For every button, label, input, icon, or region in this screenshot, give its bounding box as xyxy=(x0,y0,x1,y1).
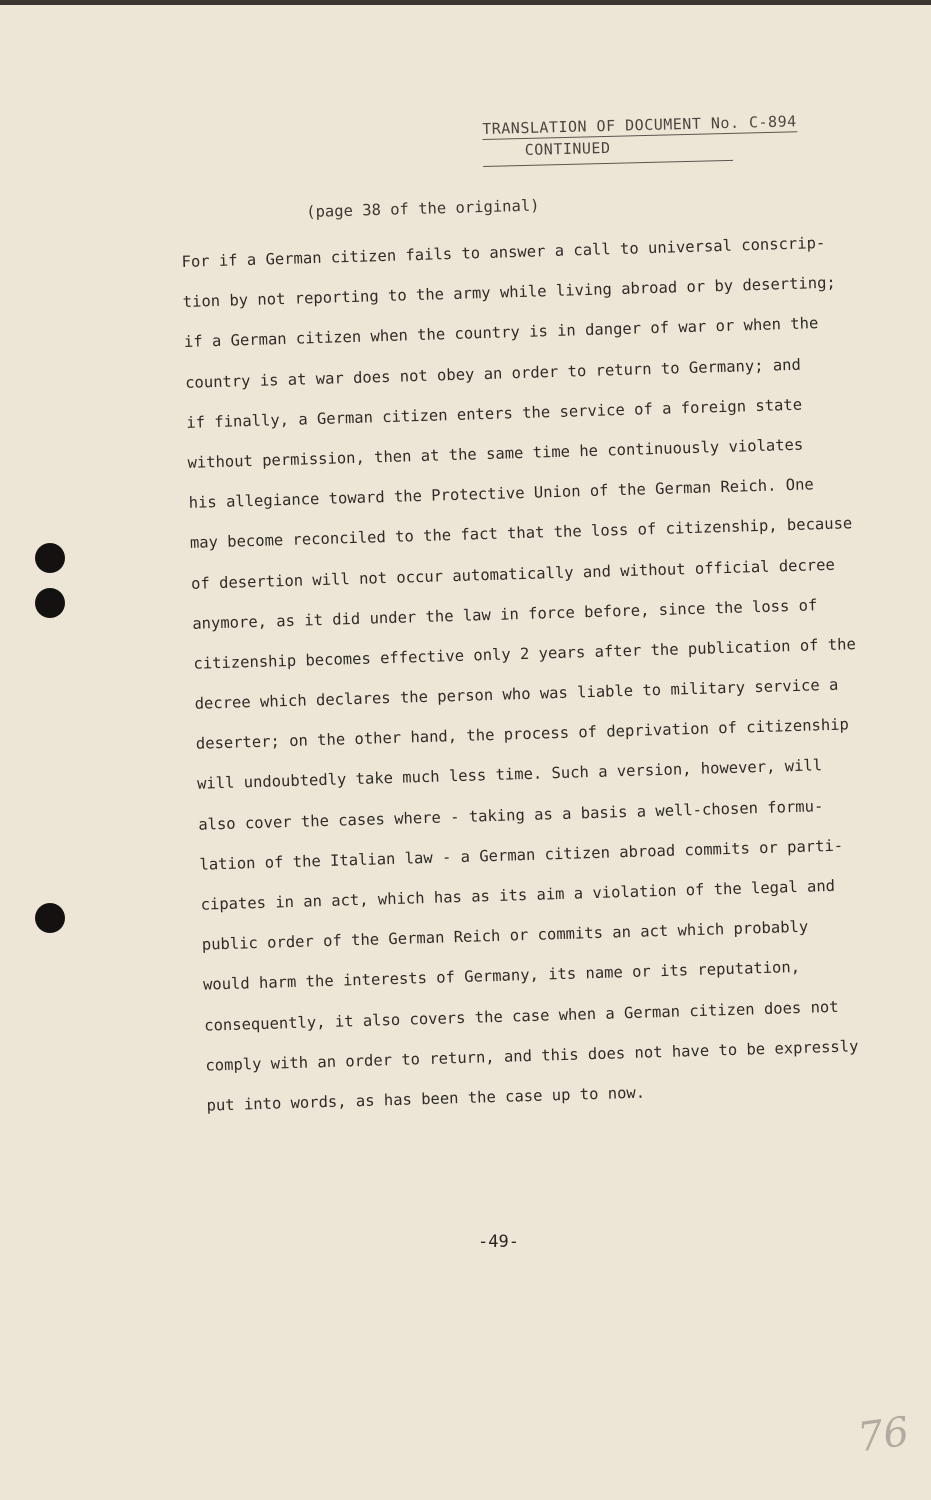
punch-hole-middle xyxy=(35,588,65,618)
text-line: For if a German citizen fails to answer a call to universal conscrip- xyxy=(181,233,826,271)
page-number: -49- xyxy=(478,1232,519,1252)
text-line: tion by not reporting to the army while living abroad or by deserting; xyxy=(182,273,836,312)
text-line: country is at war does not obey an order to return to Germany; and xyxy=(184,355,802,392)
text-line: cipates in an act, which has as its aim a violation of the legal and xyxy=(200,876,836,914)
document-header xyxy=(482,112,823,167)
header-rule xyxy=(483,160,733,167)
text-line: without permission, then at the same time he continuously violates xyxy=(187,435,804,472)
header-continued: CONTINUED xyxy=(524,138,611,159)
folio-number: 76 xyxy=(855,1408,912,1462)
body-text xyxy=(181,221,927,1126)
text-line: citizenship becomes effective only 2 years after the publication of the xyxy=(193,635,857,673)
text-line: public order of the German Reich or commits an act which probably xyxy=(201,917,809,954)
text-line: lation of the Italian law - a German citizen abroad commits or parti- xyxy=(199,836,844,874)
text-line: may become reconciled to the fact that the loss of citizenship, because xyxy=(189,514,853,553)
text-line: if finally, a German citizen enters the service of a foreign state xyxy=(186,395,803,432)
text-line: consequently, it also covers the case when a German citizen does not xyxy=(203,997,839,1035)
punch-hole-top xyxy=(35,543,65,573)
text-line: anymore, as it did under the law in force before, since the loss of xyxy=(192,595,818,633)
punch-hole-bottom xyxy=(35,903,65,933)
text-line: his allegiance toward the Protective Union of the German Reich. One xyxy=(188,475,814,513)
text-line: deserter; on the other hand, the process of deprivation of citizenship xyxy=(195,715,850,754)
text-line: will undoubtedly take much less time. Such a version, however, will xyxy=(196,756,823,794)
text-line: of desertion will not occur automatically and without official decree xyxy=(190,555,836,593)
top-edge xyxy=(0,0,931,5)
text-line: would harm the interests of Germany, its name or its reputation, xyxy=(202,958,801,995)
text-line: also cover the cases where - taking as a basis a well-chosen formu- xyxy=(198,796,824,834)
text-line: comply with an order to return, and this does not have to be expressly xyxy=(205,1037,859,1075)
original-page-reference: (page 38 of the original) xyxy=(306,196,540,221)
text-line: if a German citizen when the country is in danger of war or when the xyxy=(183,314,819,352)
header-title: TRANSLATION OF DOCUMENT No. C-894 xyxy=(482,112,797,138)
text-line: put into words, as has been the case up to now. xyxy=(206,1083,646,1115)
text-line: decree which declares the person who was liable to military service a xyxy=(194,675,839,713)
